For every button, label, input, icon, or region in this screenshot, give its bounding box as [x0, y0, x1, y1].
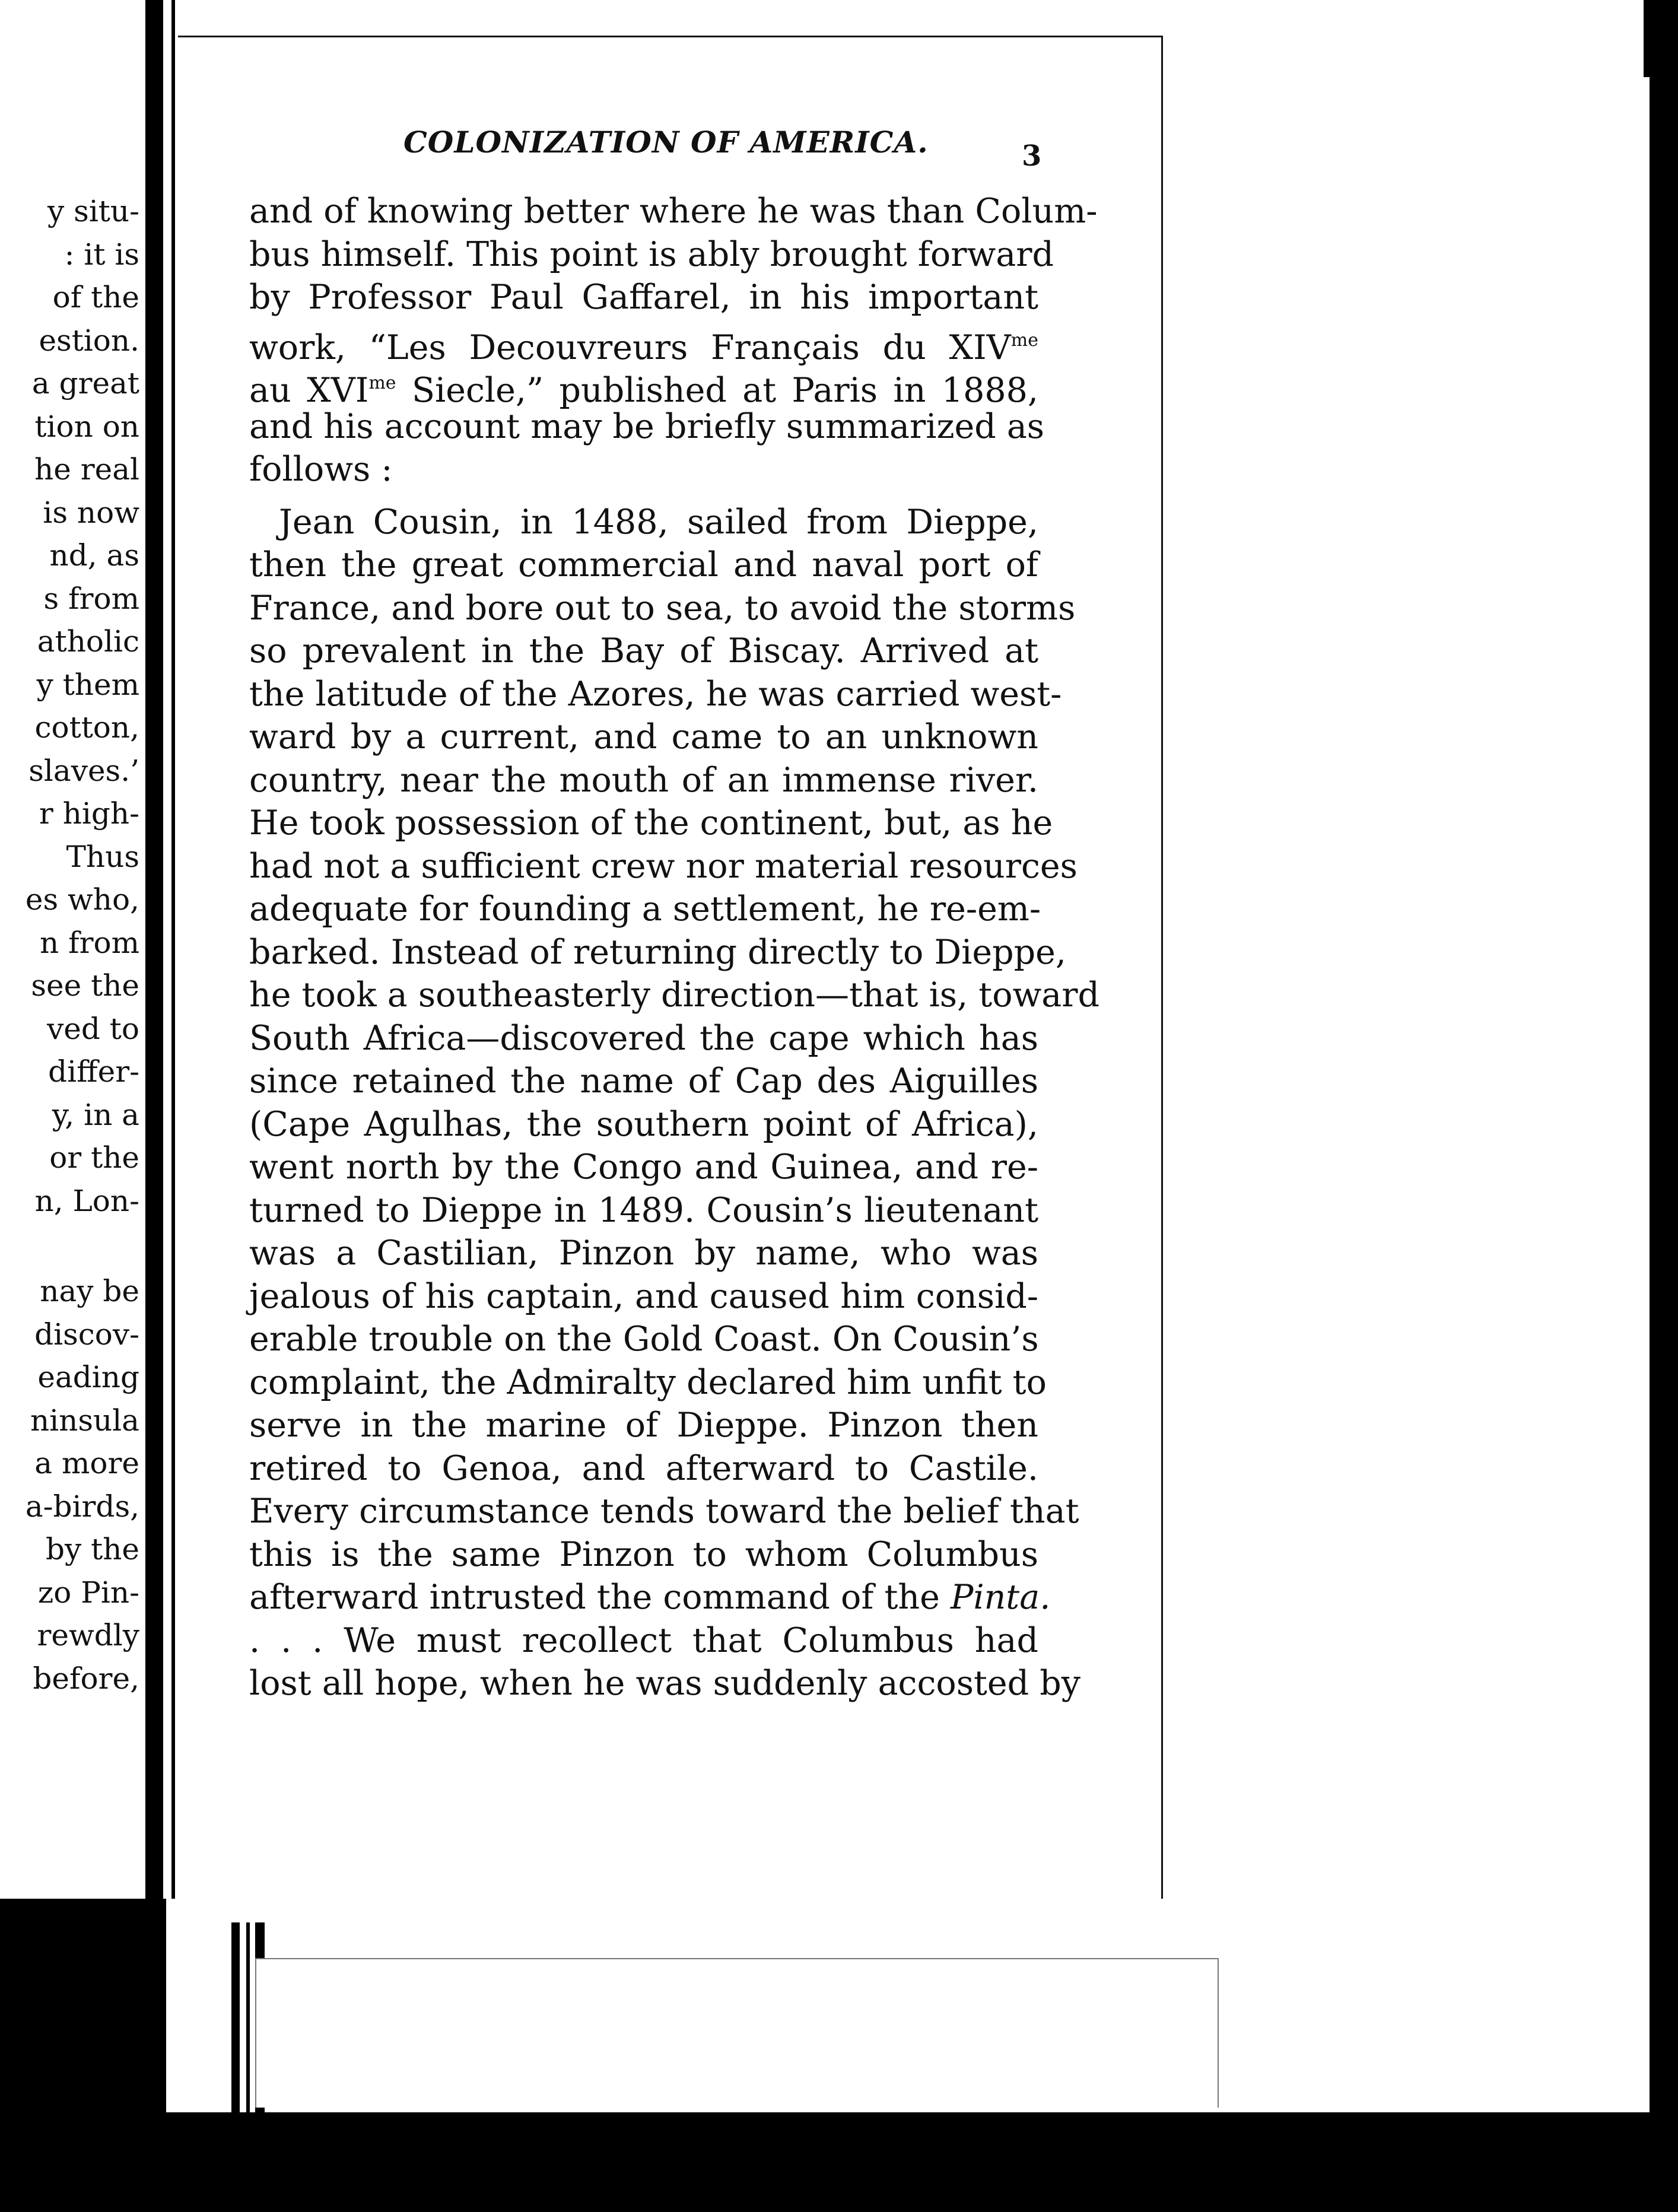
facing-page-line: ninsula [30, 1403, 139, 1438]
facing-page-line: s from [43, 581, 139, 616]
text-segment: Siecle,” published at Paris in 1888, [396, 371, 1038, 410]
text-line: (Cape Agulhas, the southern point of Africa), [249, 1104, 1038, 1144]
facing-page-line: eading [37, 1360, 139, 1394]
text-line: lost all hope, when he was suddenly accosted by [249, 1664, 1080, 1703]
facing-page-line: es who, [25, 882, 139, 917]
text-line: was a Castilian, Pinzon by name, who was [249, 1234, 1038, 1273]
facing-page [0, 0, 154, 2112]
facing-page-line: atholic [37, 624, 139, 659]
page-number: 3 [1022, 139, 1042, 173]
text-line: Every circumstance tends toward the belief that [249, 1492, 1079, 1531]
facing-page-line: by the [45, 1532, 139, 1566]
underlying-sheet [255, 1958, 1219, 2108]
facing-page-line [0, 1222, 139, 1270]
facing-page-line: cotton, [34, 710, 139, 745]
text-line: complaint, the Admiralty declared him unfit to [249, 1362, 1047, 1402]
text-line: retired to Genoa, and afterward to Castile. [249, 1448, 1038, 1488]
facing-page-line: estion. [39, 323, 139, 358]
facing-page-line: a-birds, [25, 1489, 139, 1524]
text-line: . . . We must recollect that Columbus had [249, 1620, 1038, 1660]
text-line: bus himself. This point is ably brought forward [249, 234, 1054, 274]
facing-page-line: r high- [39, 796, 139, 831]
text-line: adequate for founding a settlement, he re-em- [249, 889, 1041, 929]
facing-page-line: zo Pin- [37, 1575, 139, 1610]
facing-page-line: or the [49, 1140, 139, 1175]
text-line: South Africa—discovered the cape which has [249, 1018, 1038, 1058]
text-line [249, 319, 1038, 367]
facing-page-line: y them [36, 667, 139, 702]
facing-page-line: n from [39, 925, 139, 960]
scan-border-bottom-left [0, 1899, 166, 2112]
scan-border-bottom [0, 2112, 1678, 2212]
paragraph-gap [249, 491, 1038, 501]
text-line: went north by the Congo and Guinea, and re- [249, 1148, 1038, 1187]
page-edge-line [231, 1922, 240, 2112]
text-line: ward by a current, and came to an unknown [249, 717, 1038, 757]
text-line: this is the same Pinzon to whom Columbus [249, 1534, 1038, 1574]
running-title: COLONIZATION OF AMERICA. [403, 125, 929, 160]
text-line: jealous of his captain, and caused him consid- [249, 1276, 1038, 1316]
text-line: he took a southeasterly direction—that is, toward [249, 975, 1100, 1015]
facing-page-line: a great [31, 366, 139, 401]
text-line: the latitude of the Azores, he was carried west- [249, 674, 1062, 714]
scan-border-right [1650, 77, 1678, 2212]
text-segment: afterward intrusted the command of the [249, 1578, 940, 1617]
facing-page-line: rewdly [37, 1618, 139, 1652]
facing-page-text [0, 190, 139, 1700]
text-line: erable trouble on the Gold Coast. On Cousin’s [249, 1320, 1039, 1359]
text-line [249, 362, 1038, 410]
facing-page-line: y, in a [52, 1097, 139, 1132]
text-line: Jean Cousin, in 1488, sailed from Dieppe, [279, 502, 1038, 542]
facing-page-line: y situ- [47, 194, 139, 228]
facing-page-line: discov- [34, 1317, 139, 1352]
text-line: barked. Instead of returning directly to Dieppe, [249, 932, 1066, 972]
superscript: me [1010, 329, 1038, 351]
text-line: serve in the marine of Dieppe. Pinzon then [249, 1406, 1038, 1445]
facing-page-line: is now [43, 495, 139, 530]
facing-page-line: Thus [66, 839, 139, 874]
text-line: by Professor Paul Gaffarel, in his important [249, 278, 1038, 317]
text-line: and his account may be briefly summarized as [249, 406, 1045, 446]
text-line: follows : [249, 450, 393, 489]
text-line: since retained the name of Cap des Aiguilles [249, 1061, 1038, 1101]
facing-page-line: slaves.’ [28, 753, 139, 788]
ship-name: Pinta. [951, 1578, 1051, 1617]
page-edge-line [246, 1922, 250, 2112]
facing-page-line: tion on [34, 409, 139, 444]
facing-page-line: n, Lon- [34, 1183, 139, 1218]
text-line: He took possession of the continent, but, as he [249, 803, 1053, 843]
facing-page-line: : it is [64, 237, 139, 272]
text-line [249, 1576, 1051, 1619]
facing-page-line: nay be [40, 1274, 139, 1308]
facing-page-line: ved to [47, 1011, 139, 1046]
facing-page-line: a more [34, 1446, 139, 1480]
body-text [249, 190, 1100, 1705]
text-line: had not a sufficient crew nor material resources [249, 846, 1078, 886]
facing-page-line: before, [33, 1661, 139, 1696]
facing-page-line: he real [34, 452, 139, 487]
facing-page-line: differ- [48, 1054, 139, 1089]
superscript: me [368, 373, 396, 393]
text-line: so prevalent in the Bay of Biscay. Arrived at [249, 631, 1038, 670]
text-segment: work, “Les Decouvreurs Français du XIV [249, 328, 1011, 367]
facing-page-line: of the [52, 280, 139, 314]
text-segment: au XVI [249, 371, 369, 410]
text-line: then the great commercial and naval port of [249, 545, 1038, 584]
text-line: and of knowing better where he was than Colum- [249, 192, 1098, 231]
facing-page-line: see the [31, 968, 139, 1003]
text-line: turned to Dieppe in 1489. Cousin’s lieutenant [249, 1190, 1038, 1230]
facing-page-line: nd, as [49, 538, 139, 573]
text-line: France, and bore out to sea, to avoid the storms [249, 588, 1076, 628]
gutter-highlight [163, 0, 171, 2017]
text-line: country, near the mouth of an immense river. [249, 760, 1038, 800]
scan-border-top-right [1644, 0, 1678, 77]
paragraph [249, 501, 1100, 1705]
